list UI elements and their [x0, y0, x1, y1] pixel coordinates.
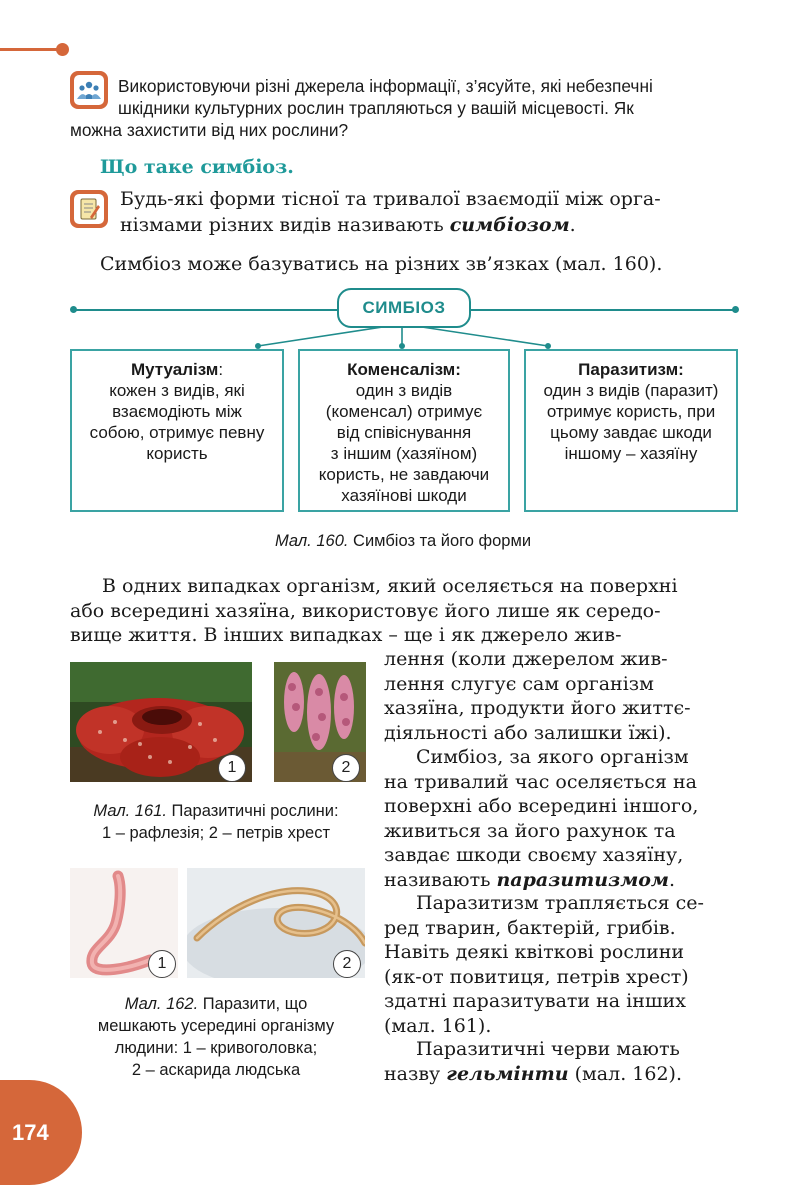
paragraph-parasitism-definition: Симбіоз, за якого організм на тривалий час оселяється на поверхні або всередині іншого, живиться за його рахунок та завдає шкоди своєму хазяїну, називають паразитизмом.	[384, 746, 699, 891]
figure-160-caption: Мал. 160. Симбіоз та його форми	[274, 532, 532, 550]
term-parasitism: паразитизмом	[496, 868, 669, 891]
definition-paragraph: Будь-які форми тісної та тривалої взаємодії між орга- нізмами різних видів називають симбіозом.	[120, 188, 661, 236]
page-number: 174	[12, 1120, 49, 1145]
fig161-label-1: 1	[218, 754, 246, 782]
paragraph-habitat-cont: лення (коли джерелом жив- лення слугує сам організм хазяїна, продукти його життє- діяльності або залишки їжі).	[384, 648, 691, 744]
intro-sentence: Симбіоз може базуватись на різних зв’язках (мал. 160).	[100, 253, 663, 275]
paragraph-parasitism-examples: Паразитизм трапляється се- ред тварин, бактерій, грибів. Навіть деякі квіткові рослини (як-от повитиця, петрів хрест) здатні паразитувати на інших (мал. 161).	[384, 892, 704, 1037]
diagram-root-symbiosis: СИМБІОЗ	[337, 288, 471, 328]
term-symbiosis: симбіозом	[449, 214, 570, 236]
figure-162-caption: Мал. 162. Паразити, що мешкають усередині організму людини: 1 – кривоголовка; 2 – аскарида людська	[97, 995, 335, 1079]
diagram-box-parasitism: Паразитизм: один з видів (паразит) отримує користь, при цьому завдає шкоди іншому – хазяїну	[524, 349, 738, 512]
paragraph-helminths: Паразитичні черви мають назву гельмінти (мал. 162).	[384, 1038, 682, 1085]
task-paragraph: Використовуючи різні джерела інформації, з’ясуйте, які небезпечні шкідники культурних рослин трапляються у вашій місцевості. Як можна захистити від них рослини?	[70, 76, 653, 140]
figure-161-caption: Мал. 161. Паразитичні рослини: 1 – рафлезія; 2 – петрів хрест	[93, 802, 339, 842]
diagram-box-commensalism: Коменсалізм: один з видів (коменсал) отримує від співіснування з іншим (хазяїном) користь, не завдаючи хазяїнові шкоди	[298, 349, 510, 512]
fig161-label-2: 2	[332, 754, 360, 782]
paragraph-habitat: В одних випадках організм, який оселяється на поверхні або всередині хазяїна, використовує його лише як середо- вище життя. В інших випадках – ще і як джерело жив-	[70, 575, 678, 646]
section-title: Що таке симбіоз.	[100, 156, 294, 178]
diagram-box-mutualism: Мутуалізм: кожен з видів, які взаємодіють між собою, отримує певну користь	[70, 349, 284, 512]
term-helminths: гельмінти	[446, 1062, 569, 1085]
fig162-label-2: 2	[333, 950, 361, 978]
fig162-label-1: 1	[148, 950, 176, 978]
